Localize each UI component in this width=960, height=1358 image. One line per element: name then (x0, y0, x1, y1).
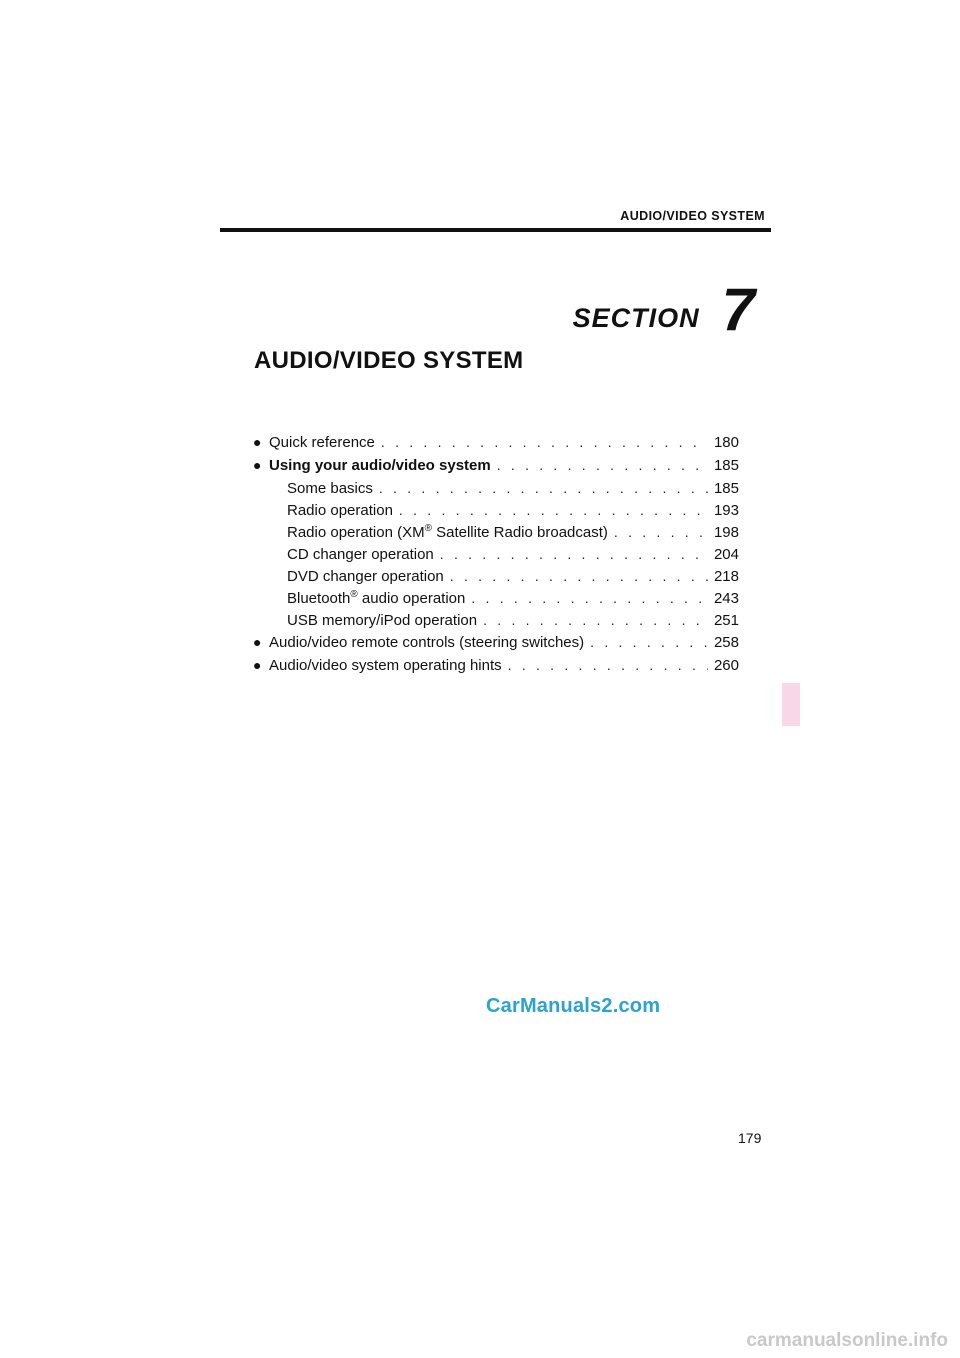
toc-label-part: Radio operation (XM (287, 524, 425, 541)
registered-mark: ® (350, 589, 358, 600)
toc-page: 193 (713, 502, 739, 519)
dot-leader (508, 657, 708, 673)
toc-item-quick-reference[interactable] (253, 434, 739, 457)
toc-item-operating-hints[interactable] (253, 657, 739, 680)
header-rule (220, 228, 771, 232)
toc-label: USB memory/iPod operation (287, 612, 478, 629)
toc-item-remote-controls[interactable] (253, 634, 739, 657)
toc-label: CD changer operation (287, 546, 434, 563)
toc-label: Audio/video system operating hints (269, 657, 502, 674)
toc-label-part: audio operation (357, 590, 466, 607)
toc-page: 204 (713, 546, 739, 563)
registered-mark: ® (424, 523, 432, 534)
section-tab-marker (782, 683, 800, 726)
toc-item-usb-ipod-operation[interactable] (253, 612, 739, 634)
toc-label (287, 590, 465, 607)
toc-label-part: Satellite Radio broadcast) (431, 524, 608, 541)
dot-leader (483, 612, 708, 628)
watermark-text: CarManuals2.com (486, 995, 661, 1017)
toc-page: 258 (713, 634, 739, 651)
toc-item-radio-operation[interactable] (253, 502, 739, 524)
running-header: AUDIO/VIDEO SYSTEM (620, 209, 765, 223)
toc-page: 180 (713, 434, 739, 451)
toc-page: 218 (713, 568, 739, 585)
toc-page: 185 (713, 457, 739, 474)
toc-page: 243 (713, 590, 739, 607)
dot-leader (497, 457, 708, 473)
toc-item-radio-operation-xm[interactable] (253, 524, 739, 546)
toc-item-using-audio-video-system[interactable] (253, 457, 739, 480)
toc-label: Using your audio/video system (269, 457, 491, 474)
bullet-icon: ● (253, 434, 262, 450)
section-word: SECTION (572, 303, 700, 333)
dot-leader (590, 634, 708, 650)
toc-page: 185 (713, 480, 739, 497)
page-number: 179 (738, 1130, 762, 1146)
table-of-contents (253, 434, 739, 680)
dot-leader (381, 434, 708, 450)
section-label (572, 276, 755, 343)
toc-label: Audio/video remote controls (steering switches) (269, 634, 585, 651)
toc-label-part: Bluetooth (287, 590, 351, 607)
dot-leader (440, 546, 708, 562)
toc-page: 251 (713, 612, 739, 629)
dot-leader (450, 568, 708, 584)
dot-leader (379, 480, 708, 496)
dot-leader (614, 524, 708, 540)
toc-label: Quick reference (269, 434, 375, 451)
toc-item-dvd-changer-operation[interactable] (253, 568, 739, 590)
toc-label: Some basics (287, 480, 373, 497)
toc-label (287, 524, 608, 541)
toc-item-cd-changer-operation[interactable] (253, 546, 739, 568)
toc-item-some-basics[interactable] (253, 480, 739, 502)
bullet-icon: ● (253, 657, 262, 673)
toc-label: Radio operation (287, 502, 393, 519)
toc-label: DVD changer operation (287, 568, 444, 585)
toc-item-bluetooth-audio-operation[interactable] (253, 590, 739, 612)
page-title: AUDIO/VIDEO SYSTEM (254, 347, 524, 374)
bullet-icon: ● (253, 634, 262, 650)
bullet-icon: ● (253, 457, 262, 473)
section-number: 7 (721, 276, 755, 343)
toc-page: 260 (713, 657, 739, 674)
toc-page: 198 (713, 524, 739, 541)
dot-leader (471, 590, 708, 606)
footer-watermark: carmanualsonline.info (746, 1330, 948, 1351)
dot-leader (399, 502, 708, 518)
